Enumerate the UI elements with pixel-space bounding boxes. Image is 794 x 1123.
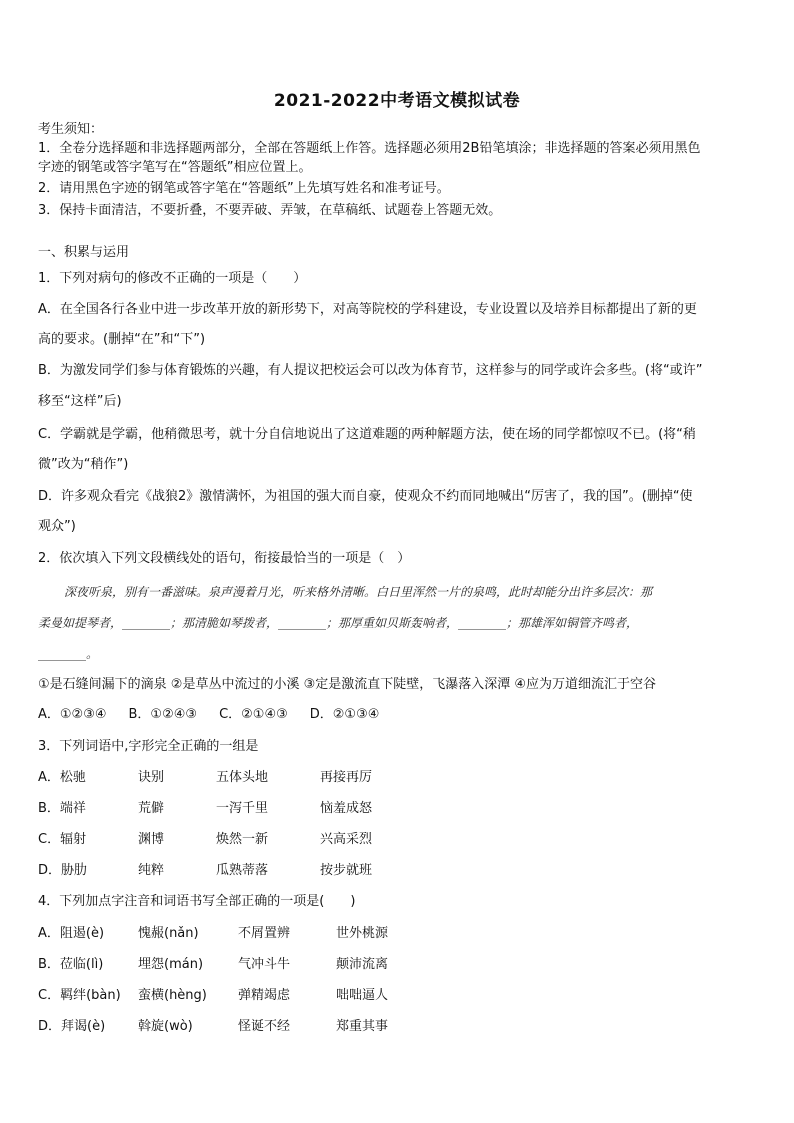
option-word: 咄咄逼人	[336, 988, 389, 1003]
option-word: 蛮横(hèng)	[138, 988, 207, 1003]
question-4-option-row	[38, 956, 388, 974]
option-word: 焕然一新	[216, 832, 269, 847]
option-word: 再接再厉	[320, 770, 373, 785]
question-2-answers	[38, 706, 401, 724]
option-word: D．拜谒(è)	[38, 1019, 106, 1034]
answer-option: D．②①③④	[309, 707, 380, 722]
question-1-option-c: C．学霸就是学霸，他稍微思考，就十分自信地说出了这道难题的两种解题方法，使在场的同学都惊叹不已。(将“稍	[38, 427, 696, 442]
question-1-option-d: D．许多观众看完《战狼2》激情满怀，为祖国的强大而自豪，使观众不约而同地喊出“厉害了，我的国”。(删掉“使	[38, 489, 693, 504]
answer-option: C．②①④③	[219, 707, 288, 722]
question-3-option-row	[38, 862, 372, 880]
question-4-option-row	[38, 987, 388, 1005]
option-word: 纯粹	[138, 863, 165, 878]
option-word: B．莅临(lì)	[38, 957, 104, 972]
option-word: 弹精竭虑	[238, 988, 291, 1003]
answer-option: A．①②③④	[38, 707, 107, 722]
option-word: A．阻遏(è)	[38, 926, 105, 941]
question-1-option-a: A．在全国各行各业中进一步改革开放的新形势下，对高等院校的学科建设，专业设置以及培养目标都提出了新的更	[38, 302, 697, 317]
notice-heading: 考生须知：	[38, 122, 104, 137]
question-2-stem: 2．依次填入下列文段横线处的语句，衔接最恰当的一项是（ ）	[38, 551, 411, 566]
exam-title: 2021-2022中考语文模拟试卷	[273, 91, 521, 111]
question-4-stem: 4．下列加点字注音和词语书写全部正确的一项是( )	[38, 894, 356, 909]
question-4-option-row	[38, 1018, 388, 1036]
question-4-option-row	[38, 925, 388, 943]
question-3-option-row	[38, 769, 372, 787]
option-word: 恼羞成怒	[320, 801, 373, 816]
option-word: 渊博	[138, 832, 165, 847]
option-word: 郑重其事	[336, 1019, 389, 1034]
option-word: C．羁绊(bàn)	[38, 988, 121, 1003]
option-word: 怪诞不经	[238, 1019, 291, 1034]
question-3-option-row	[38, 800, 372, 818]
question-1-stem: 1．下列对病句的修改不正确的一项是（ ）	[38, 271, 307, 286]
option-word: 荒僻	[138, 801, 165, 816]
option-word: 埋怨(mán)	[138, 957, 204, 972]
question-1-option-b: B．为激发同学们参与体育锻炼的兴趣，有人提议把校运会可以改为体育节，这样参与的同学或许会多些。(将“或许”	[38, 363, 703, 378]
notice-line: 2．请用黑色字迹的钢笔或答字笔在“答题纸”上先填写姓名和准考证号。	[38, 181, 450, 196]
option-word: 颠沛流离	[336, 957, 389, 972]
question-3-stem: 3．下列词语中,字形完全正确的一组是	[38, 739, 259, 754]
question-1-option-d-cont: 观众”)	[38, 519, 76, 534]
option-word: A．松驰	[38, 770, 86, 785]
answer-option: B．①②④③	[128, 707, 198, 722]
option-word: 斡旋(wò)	[138, 1019, 193, 1034]
option-word: 瓜熟蒂落	[216, 863, 269, 878]
option-word: C．辐射	[38, 832, 87, 847]
question-2-passage-line: 柔曼如提琴者，________；那清脆如琴拨者，________；那厚重如贝斯轰响者，________；那雄浑如铜管齐鸣者，	[38, 616, 639, 630]
option-word: 不屑置辨	[238, 926, 291, 941]
question-1-option-c-cont: 微”改为“稍作”)	[38, 457, 129, 472]
question-2-choices: ①是石缝间漏下的滴泉 ②是草丛中流过的小溪 ③定是激流直下陡壁，飞瀑落入深潭 ④应为万道细流汇于空谷	[38, 677, 657, 692]
option-word: 气冲斗牛	[238, 957, 291, 972]
option-word: 按步就班	[320, 863, 373, 878]
option-word: 五体头地	[216, 770, 269, 785]
option-word: 一泻千里	[216, 801, 269, 816]
option-word: 世外桃源	[336, 926, 389, 941]
notice-line: 1．全卷分选择题和非选择题两部分，全部在答题纸上作答。选择题必须用2B铅笔填涂；非选择题的答案必须用黑色	[38, 141, 701, 156]
notice-line: 3．保持卡面清洁，不要折叠，不要弄破、弄皱，在草稿纸、试题卷上答题无效。	[38, 203, 502, 218]
question-1-option-a-cont: 高的要求。(删掉“在”和“下”)	[38, 332, 206, 347]
question-3-option-row	[38, 831, 372, 849]
section-heading: 一、积累与运用	[38, 245, 130, 260]
option-word: B．端祥	[38, 801, 86, 816]
question-2-passage-line: ________。	[38, 647, 99, 661]
option-word: 愧赧(nǎn)	[138, 926, 199, 941]
option-word: 兴高采烈	[320, 832, 373, 847]
notice-line: 字迹的钢笔或答字笔写在“答题纸”相应位置上。	[38, 160, 312, 175]
question-2-passage-line: 深夜听泉，别有一番滋味。泉声漫着月光，听来格外清晰。白日里浑然一片的泉鸣，此时却能分出许多层次：那	[64, 585, 653, 599]
option-word: D．胁肋	[38, 863, 88, 878]
question-1-option-b-cont: 移至“这样”后)	[38, 394, 122, 409]
option-word: 诀别	[138, 770, 165, 785]
